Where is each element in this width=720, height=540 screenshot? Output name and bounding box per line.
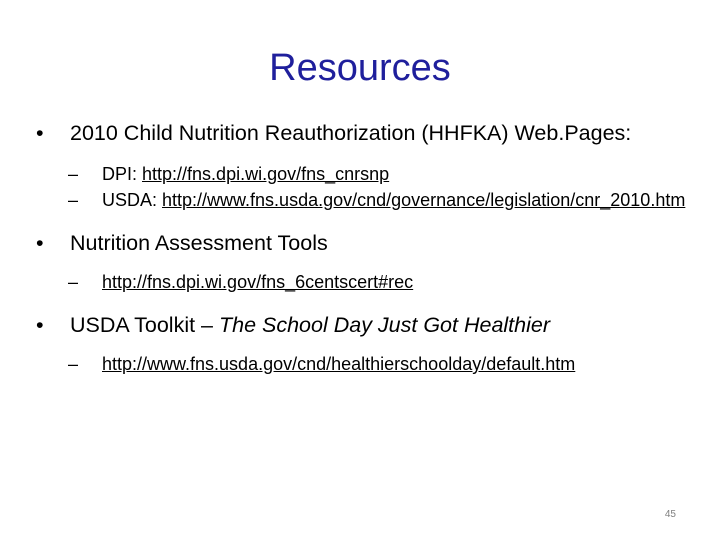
usda-healthierschoolday-link[interactable]: http://www.fns.usda.gov/cnd/healthierschoolday/default.htm xyxy=(102,354,576,374)
dpi-cnrsnp-link[interactable]: http://fns.dpi.wi.gov/fns_cnrsnp xyxy=(142,164,390,184)
sub-bullet-item xyxy=(36,352,686,376)
page-number: 45 xyxy=(664,509,676,520)
sub-bullet-item xyxy=(36,270,686,294)
sub-bullet-prefix: DPI: xyxy=(102,164,143,184)
sub-bullet-item xyxy=(36,162,686,186)
bullet-text: USDA Toolkit – xyxy=(70,313,219,337)
bullet-icon: • xyxy=(36,313,44,337)
usda-legislation-link[interactable]: http://www.fns.usda.gov/cnd/governance/legislation/cnr_2010.htm xyxy=(162,190,686,210)
bullet-text: Nutrition Assessment Tools xyxy=(70,231,328,255)
slide-content xyxy=(36,118,686,376)
bullet-item xyxy=(36,310,686,340)
bullet-text: 2010 Child Nutrition Reauthorization (HHFKA) Web.Pages: xyxy=(70,121,632,145)
bullet-item xyxy=(36,118,686,148)
dpi-6centscert-link[interactable]: http://fns.dpi.wi.gov/fns_6centscert#rec xyxy=(102,272,414,292)
toolkit-title: The School Day Just Got Healthier xyxy=(218,313,550,337)
bullet-item xyxy=(36,228,686,258)
dash-icon: – xyxy=(68,272,79,292)
sub-bullet-prefix: USDA: xyxy=(102,190,163,210)
slide-title: Resources xyxy=(269,47,451,89)
sub-bullet-item xyxy=(36,188,686,212)
bullet-icon: • xyxy=(36,121,44,145)
bullet-icon: • xyxy=(36,231,44,255)
dash-icon: – xyxy=(68,190,79,210)
dash-icon: – xyxy=(68,164,79,184)
dash-icon: – xyxy=(68,354,79,374)
